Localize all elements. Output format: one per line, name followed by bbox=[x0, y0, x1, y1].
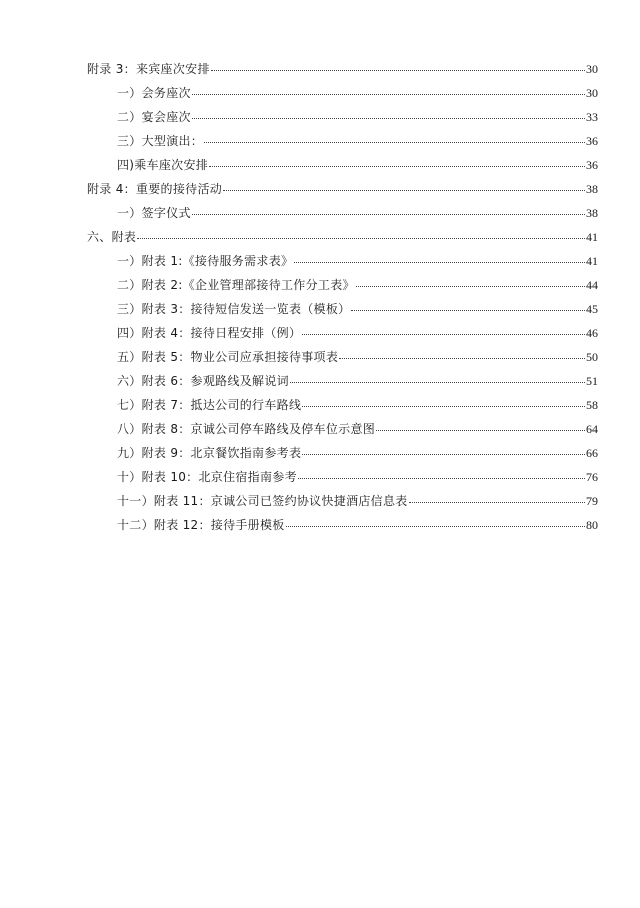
toc-entry-title: 九）附表 9：北京餐饮指南参考表 bbox=[117, 446, 302, 460]
toc-leader-dots bbox=[204, 141, 585, 143]
toc-entry-title: 七）附表 7：抵达公司的行车路线 bbox=[117, 398, 302, 412]
toc-leader-dots bbox=[302, 333, 585, 335]
toc-entry[interactable] bbox=[0, 395, 598, 419]
toc-entry[interactable] bbox=[0, 107, 598, 131]
toc-entry[interactable] bbox=[0, 203, 598, 227]
toc-leader-dots bbox=[290, 381, 585, 383]
toc-entry-page: 46 bbox=[586, 326, 598, 340]
toc-entry-title: 四)乘车座次安排 bbox=[117, 158, 209, 172]
toc-entry[interactable] bbox=[0, 275, 598, 299]
toc-entry-title: 附录 3：来宾座次安排 bbox=[87, 62, 210, 76]
toc-leader-dots bbox=[192, 117, 585, 119]
toc-entry[interactable] bbox=[0, 371, 598, 395]
toc-entry-title: 六）附表 6：参观路线及解说词 bbox=[117, 374, 289, 388]
toc-leader-dots bbox=[192, 93, 585, 95]
toc-entry[interactable] bbox=[0, 323, 598, 347]
toc-leader-dots bbox=[339, 357, 585, 359]
toc-entry-page: 36 bbox=[586, 158, 598, 172]
toc-entry[interactable] bbox=[0, 59, 598, 83]
toc-leader-dots bbox=[356, 285, 585, 287]
toc-entry-page: 30 bbox=[586, 86, 598, 100]
toc-entry[interactable] bbox=[0, 131, 598, 155]
toc-entry-page: 44 bbox=[586, 278, 598, 292]
toc-entry[interactable] bbox=[0, 443, 598, 467]
toc-leader-dots bbox=[376, 429, 585, 431]
toc-entry-page: 50 bbox=[586, 350, 598, 364]
toc-entry-page: 33 bbox=[586, 110, 598, 124]
toc-entry-page: 41 bbox=[586, 254, 598, 268]
toc-leader-dots bbox=[302, 453, 585, 455]
table-of-contents bbox=[0, 59, 640, 539]
toc-entry[interactable] bbox=[0, 251, 598, 275]
toc-leader-dots bbox=[302, 405, 585, 407]
toc-leader-dots bbox=[294, 261, 585, 263]
toc-entry[interactable] bbox=[0, 347, 598, 371]
toc-entry[interactable] bbox=[0, 419, 598, 443]
toc-entry-title: 八）附表 8：京诚公司停车路线及停车位示意图 bbox=[117, 422, 376, 436]
toc-entry-page: 66 bbox=[586, 446, 598, 460]
toc-leader-dots bbox=[286, 525, 585, 527]
toc-entry[interactable] bbox=[0, 227, 598, 251]
toc-entry[interactable] bbox=[0, 179, 598, 203]
toc-entry-title: 十二）附表 12：接待手册模板 bbox=[117, 518, 285, 532]
toc-entry-title: 二）宴会座次 bbox=[117, 110, 191, 124]
toc-entry[interactable] bbox=[0, 299, 598, 323]
toc-entry[interactable] bbox=[0, 83, 598, 107]
toc-entry-page: 30 bbox=[586, 62, 598, 76]
toc-entry-title: 三）大型演出： bbox=[117, 134, 204, 148]
toc-leader-dots bbox=[211, 69, 585, 71]
toc-entry-title: 附录 4：重要的接待活动 bbox=[87, 182, 223, 196]
toc-leader-dots bbox=[137, 237, 585, 239]
toc-entry[interactable] bbox=[0, 515, 598, 539]
toc-leader-dots bbox=[351, 309, 585, 311]
toc-entry-page: 41 bbox=[586, 230, 598, 244]
toc-entry-title: 三）附表 3：接待短信发送一览表（模板） bbox=[117, 302, 351, 316]
toc-entry[interactable] bbox=[0, 155, 598, 179]
toc-entry-page: 79 bbox=[586, 494, 598, 508]
toc-entry-page: 76 bbox=[586, 470, 598, 484]
toc-entry-title: 一）会务座次 bbox=[117, 86, 191, 100]
toc-entry-page: 38 bbox=[586, 206, 598, 220]
toc-entry-title: 一）签字仪式 bbox=[117, 206, 191, 220]
toc-entry-page: 38 bbox=[586, 182, 598, 196]
toc-leader-dots bbox=[192, 213, 585, 215]
toc-leader-dots bbox=[209, 165, 585, 167]
toc-entry-page: 51 bbox=[586, 374, 598, 388]
toc-entry-title: 一）附表 1:《接待服务需求表》 bbox=[117, 254, 294, 268]
toc-leader-dots bbox=[223, 189, 585, 191]
toc-entry[interactable] bbox=[0, 491, 598, 515]
toc-entry-title: 十一）附表 11：京诚公司已签约协议快捷酒店信息表 bbox=[117, 494, 408, 508]
toc-entry-title: 六、附表 bbox=[87, 230, 137, 244]
toc-entry-page: 64 bbox=[586, 422, 598, 436]
toc-entry[interactable] bbox=[0, 467, 598, 491]
toc-entry-page: 80 bbox=[586, 518, 598, 532]
toc-leader-dots bbox=[298, 477, 585, 479]
toc-entry-title: 二）附表 2:《企业管理部接待工作分工表》 bbox=[117, 278, 355, 292]
toc-entry-title: 五）附表 5：物业公司应承担接待事项表 bbox=[117, 350, 339, 364]
toc-entry-page: 45 bbox=[586, 302, 598, 316]
toc-entry-title: 四）附表 4：接待日程安排（例） bbox=[117, 326, 302, 340]
toc-entry-page: 36 bbox=[586, 134, 598, 148]
toc-entry-page: 58 bbox=[586, 398, 598, 412]
toc-entry-title: 十）附表 10：北京住宿指南参考 bbox=[117, 470, 297, 484]
toc-leader-dots bbox=[409, 501, 585, 503]
